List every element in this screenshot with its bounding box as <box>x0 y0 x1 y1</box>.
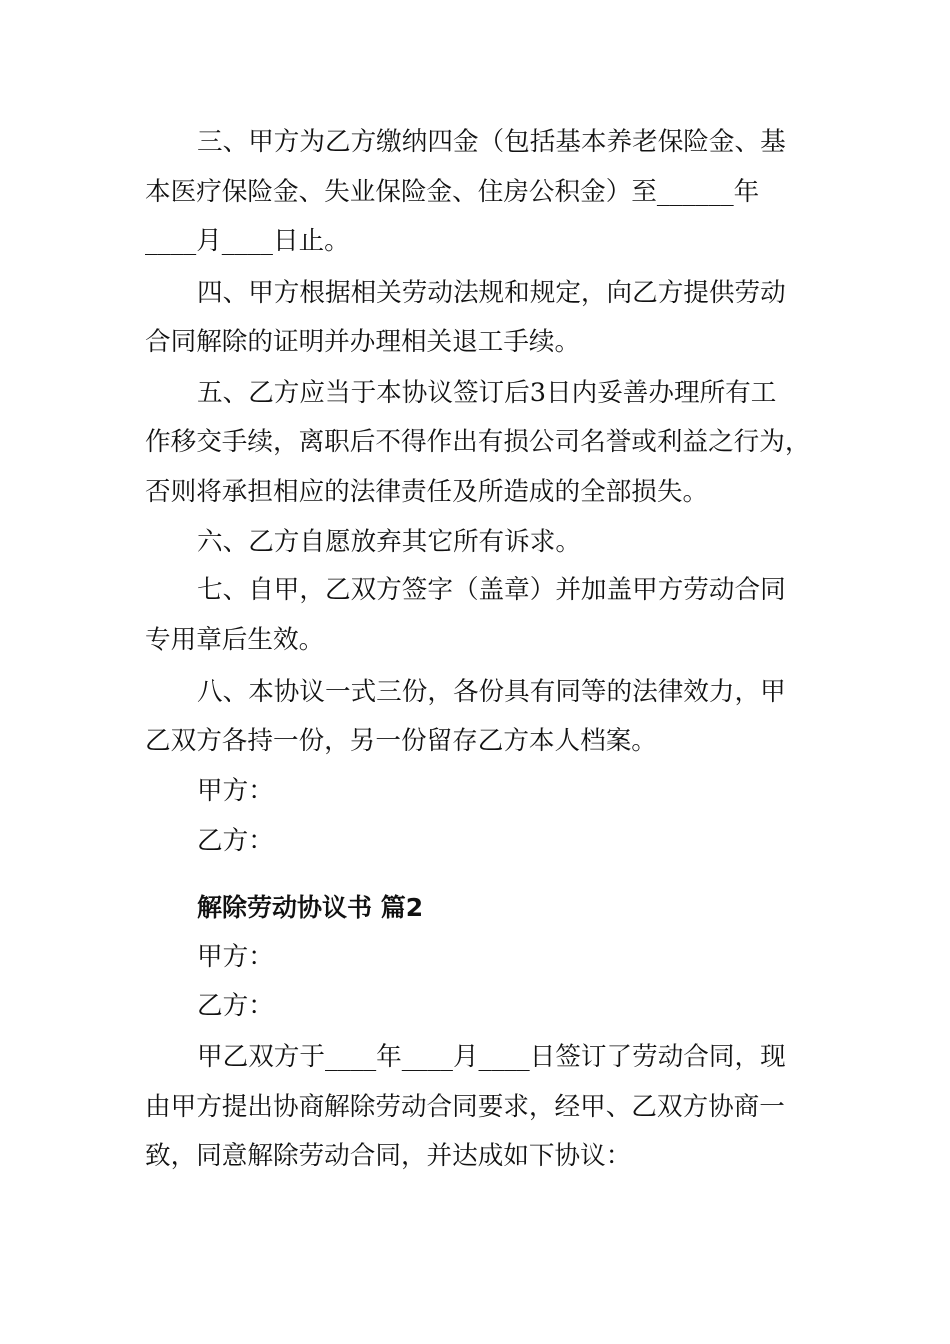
paragraph-3-line: ____月____日止。 <box>145 226 350 256</box>
paragraph-8-line: 八、本协议一式三份，各份具有同等的法律效力，甲 <box>197 677 786 707</box>
paragraph-5-line: 五、乙方应当于本协议签订后3日内妥善办理所有工 <box>197 378 777 408</box>
party-b-label: 乙方： <box>197 991 274 1021</box>
party-b-label: 乙方： <box>197 826 274 856</box>
intro-paragraph-line: 甲乙双方于____年____月____日签订了劳动合同，现 <box>197 1042 786 1072</box>
paragraph-5-line: 作移交手续，离职后不得作出有损公司名誉或利益之行为， <box>145 427 811 457</box>
paragraph-3-line: 三、甲方为乙方缴纳四金（包括基本养老保险金、基 <box>197 127 786 157</box>
paragraph-4-line: 合同解除的证明并办理相关退工手续。 <box>145 327 581 357</box>
paragraph-5-line: 否则将承担相应的法律责任及所造成的全部损失。 <box>145 477 709 507</box>
section-title: 解除劳动协议书 篇2 <box>197 893 424 922</box>
paragraph-8-line: 乙双方各持一份，另一份留存乙方本人档案。 <box>145 726 657 756</box>
paragraph-4-line: 四、甲方根据相关劳动法规和规定，向乙方提供劳动 <box>197 278 786 308</box>
paragraph-7-line: 七、自甲，乙双方签字（盖章）并加盖甲方劳动合同 <box>197 575 786 605</box>
paragraph-3-line: 本医疗保险金、失业保险金、住房公积金）至______年 <box>145 177 760 207</box>
intro-paragraph-line: 致，同意解除劳动合同，并达成如下协议： <box>145 1141 632 1171</box>
party-a-label: 甲方： <box>197 776 274 806</box>
intro-paragraph-line: 由甲方提出协商解除劳动合同要求，经甲、乙双方协商一 <box>145 1092 785 1122</box>
paragraph-7-line: 专用章后生效。 <box>145 625 325 655</box>
party-a-label: 甲方： <box>197 942 274 972</box>
paragraph-6-line: 六、乙方自愿放弃其它所有诉求。 <box>197 527 581 557</box>
